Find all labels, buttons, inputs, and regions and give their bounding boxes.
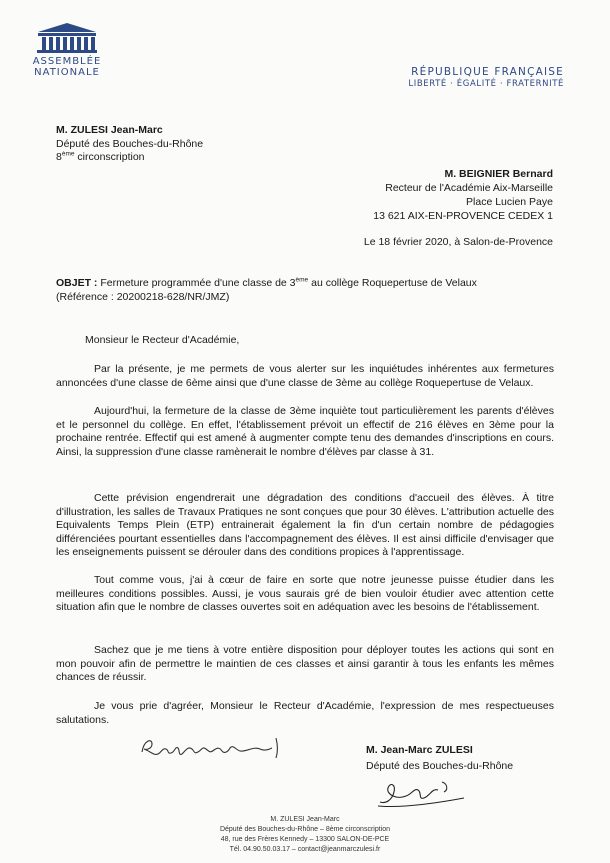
handwritten-closing (138, 732, 288, 762)
sender-block (56, 124, 203, 165)
assemblee-nationale-logo (22, 22, 112, 78)
paragraph-3: Cette prévision engendrerait une dégradation des conditions d'accueil des élèves. À titre d'illustration, les salles de Travaux Pratiques ne sont conçues que pour 30 élèves. L'attribution actuelle des Equivalents Temps Plein (ETP) entrainerait également la fin d'un certain nombre de pédagogies différenciées pourtant essentielles dans l'accompagnement des élèves. Il est ainsi difficile d'envisager que les enseignements puissent se dérouler dans des conditions propices à l'apprentissage. (56, 492, 554, 558)
letter-date: Le 18 février 2020, à Salon-de-Provence (363, 236, 553, 248)
recipient-title: Recteur de l'Académie Aix-Marseille (385, 182, 553, 194)
footer-line-2: Député des Bouches-du-Rhône – 8ème circonscription (219, 826, 391, 833)
sender-name: M. ZULESI Jean-Marc (56, 124, 163, 136)
republic-header (408, 66, 564, 89)
subject-label: OBJET : (56, 277, 98, 289)
sender-role: Député des Bouches-du-Rhône (56, 137, 204, 150)
paragraph-4: Tout comme vous, j'ai à cœur de faire en sorte que notre jeunesse puisse étudier dans les meilleures conditions possibles. Aussi, je vous saurais gré de bien vouloir étudier avec attention cette situation afin que le nombre de classes ouvertes soit en adéquation avec les besoins de l'établissement. (56, 574, 554, 613)
salutation: Monsieur le Recteur d'Académie, (85, 334, 240, 346)
logo-text (22, 56, 112, 78)
sender-district: 8ème circonscription (56, 150, 145, 163)
logo-line-1: ASSEMBLÉE (32, 56, 102, 67)
paragraph-1: Par la présente, je me permets de vous alerter sur les inquiétudes inhérentes aux fermetures annoncées d'une classe de 6ème ainsi que d'une classe de 3ème au collège Roquepertuse de Velaux. (56, 363, 554, 389)
footer-line-1: M. ZULESI Jean-Marc (270, 816, 340, 823)
footer-line-3: 48, rue des Frères Kennedy – 13300 SALON-DE-PCE (220, 836, 390, 843)
closing-block (366, 742, 513, 774)
republic-title: RÉPUBLIQUE FRANÇAISE (411, 66, 564, 78)
footer-line-4: Tél. 04.90.50.03.17 – contact@jeanmarczulesi.fr (229, 846, 381, 853)
closing-role: Député des Bouches-du-Rhône (366, 760, 514, 772)
subject-reference: (Référence : 20200218-628/NR/JMZ) (56, 290, 230, 303)
recipient-name: M. BEIGNIER Bernard (444, 168, 553, 180)
recipient-city: 13 621 AIX-EN-PROVENCE CEDEX 1 (373, 210, 553, 222)
closing-name: M. Jean-Marc ZULESI (366, 744, 473, 756)
assembly-building-icon (36, 22, 98, 54)
paragraph-6: Je vous prie d'agréer, Monsieur le Recteur d'Académie, l'expression de mes respectueuses salutations. (56, 700, 554, 726)
paragraph-5: Sachez que je me tiens à votre entière disposition pour déployer toutes les actions qui sont en mon pouvoir afin de permettre le maintien de ces classes et ainsi garantir à tous les enfants les mêmes chances de réussir. (56, 644, 554, 683)
recipient-street: Place Lucien Paye (466, 196, 553, 208)
recipient-block (373, 167, 553, 223)
subject-block: OBJET : Fermeture programmée d'une classe de 3ème au collège Roquepertuse de Velaux (Référence : 20200218-628/NR/JMZ) (56, 276, 477, 303)
logo-line-2: NATIONALE (34, 67, 100, 78)
signature (372, 774, 472, 810)
footer (0, 815, 610, 855)
paragraph-2: Aujourd'hui, la fermeture de la classe de 3ème inquiète tout particulièrement les parents d'élèves et le personnel du collège. En effet, l'établissement prévoit un effectif de 216 élèves en 3ème pour la prochaine rentrée. Effectif qui est amené à augmenter compte tenu des demandes d'inscriptions en cours. Ainsi, la suppression d'une classe ramènerait le nombre d'élèves par classe à 31. (56, 405, 554, 458)
republic-motto: LIBERTÉ · ÉGALITÉ · FRATERNITÉ (408, 79, 564, 89)
